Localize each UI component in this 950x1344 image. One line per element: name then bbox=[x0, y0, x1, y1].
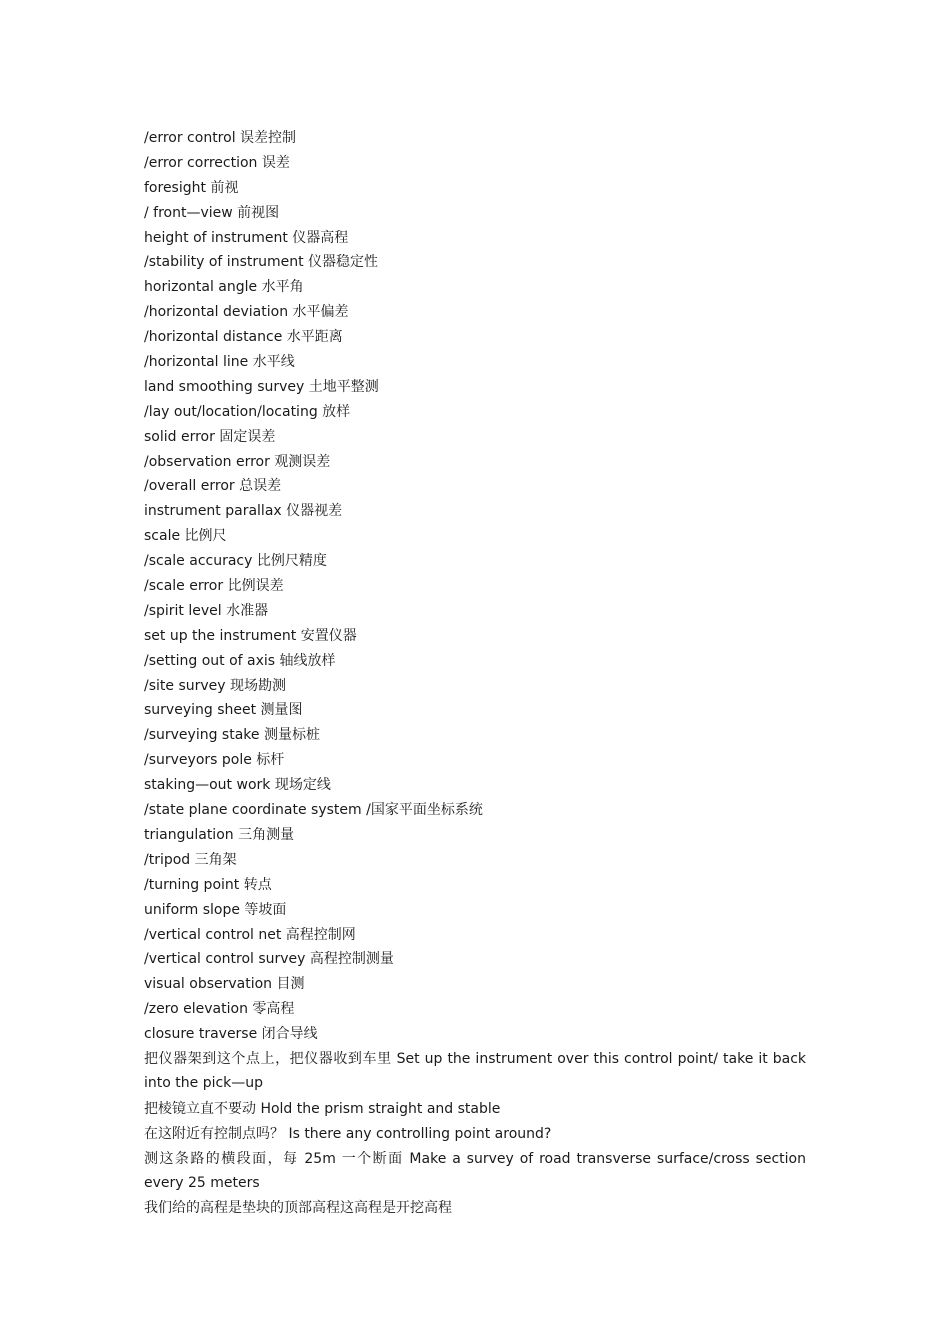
term-line: foresight 前视 bbox=[144, 179, 239, 196]
term-line: triangulation 三角测量 bbox=[144, 826, 295, 843]
term-line: land smoothing survey 土地平整测 bbox=[144, 378, 379, 395]
term-line: instrument parallax 仪器视差 bbox=[144, 503, 343, 520]
term-line: /vertical control survey 高程控制测量 bbox=[144, 951, 394, 968]
term-line: uniform slope 等坡面 bbox=[144, 901, 287, 918]
term-line: /lay out/location/locating 放样 bbox=[144, 403, 351, 420]
term-line: / front—view 前视图 bbox=[144, 204, 280, 221]
term-line: /spirit level 水准器 bbox=[144, 602, 269, 619]
term-line: /observation error 观测误差 bbox=[144, 453, 331, 470]
term-line: visual observation 目测 bbox=[144, 976, 305, 993]
term-line: /state plane coordinate system /国家平面坐标系统 bbox=[144, 802, 483, 819]
sentence-paragraph: 把仪器架到这个点上，把仪器收到车里 Set up the instrument over this control point/ take it back into the pick—up bbox=[144, 1050, 806, 1092]
term-line: surveying sheet 测量图 bbox=[144, 702, 303, 719]
term-line: /scale accuracy 比例尺精度 bbox=[144, 553, 327, 570]
term-line: /error correction 误差 bbox=[144, 154, 290, 171]
term-line: /zero elevation 零高程 bbox=[144, 1001, 295, 1018]
term-line: /horizontal deviation 水平偏差 bbox=[144, 304, 349, 321]
term-line: /horizontal line 水平线 bbox=[144, 354, 295, 371]
term-line: /surveyors pole 标杆 bbox=[144, 752, 285, 769]
term-line: horizontal angle 水平角 bbox=[144, 279, 304, 296]
term-line: set up the instrument 安置仪器 bbox=[144, 627, 357, 644]
sentence-paragraph: 我们给的高程是垫块的顶部高程这高程是开挖高程 bbox=[144, 1200, 452, 1217]
term-line: /turning point 转点 bbox=[144, 876, 272, 893]
term-line: closure traverse 闭合导线 bbox=[144, 1026, 318, 1043]
term-line: /site survey 现场勘测 bbox=[144, 677, 287, 694]
sentence-paragraph: 在这附近有控制点吗？ Is there any controlling point around? bbox=[144, 1125, 552, 1142]
term-line: /stability of instrument 仪器稳定性 bbox=[144, 254, 379, 271]
term-line: /tripod 三角架 bbox=[144, 851, 237, 868]
sentence-paragraph: 测这条路的横段面，每 25m 一个断面 Make a survey of road transverse surface/cross section every 25 meters bbox=[144, 1150, 806, 1191]
term-line: /setting out of axis 轴线放样 bbox=[144, 652, 336, 669]
term-line: /surveying stake 测量标桩 bbox=[144, 727, 320, 744]
term-line: staking—out work 现场定线 bbox=[144, 777, 331, 794]
term-line: height of instrument 仪器高程 bbox=[144, 229, 349, 246]
term-line: /scale error 比例误差 bbox=[144, 578, 284, 595]
term-line: solid error 固定误差 bbox=[144, 428, 276, 445]
sentence-paragraph: 把棱镜立直不要动 Hold the prism straight and stable bbox=[144, 1100, 501, 1117]
term-line: /horizontal distance 水平距离 bbox=[144, 329, 343, 346]
document-page bbox=[144, 126, 806, 1221]
term-line: /overall error 总误差 bbox=[144, 478, 282, 495]
term-line: /error control 误差控制 bbox=[144, 130, 297, 146]
term-line: scale 比例尺 bbox=[144, 528, 227, 545]
term-line: /vertical control net 高程控制网 bbox=[144, 926, 356, 943]
